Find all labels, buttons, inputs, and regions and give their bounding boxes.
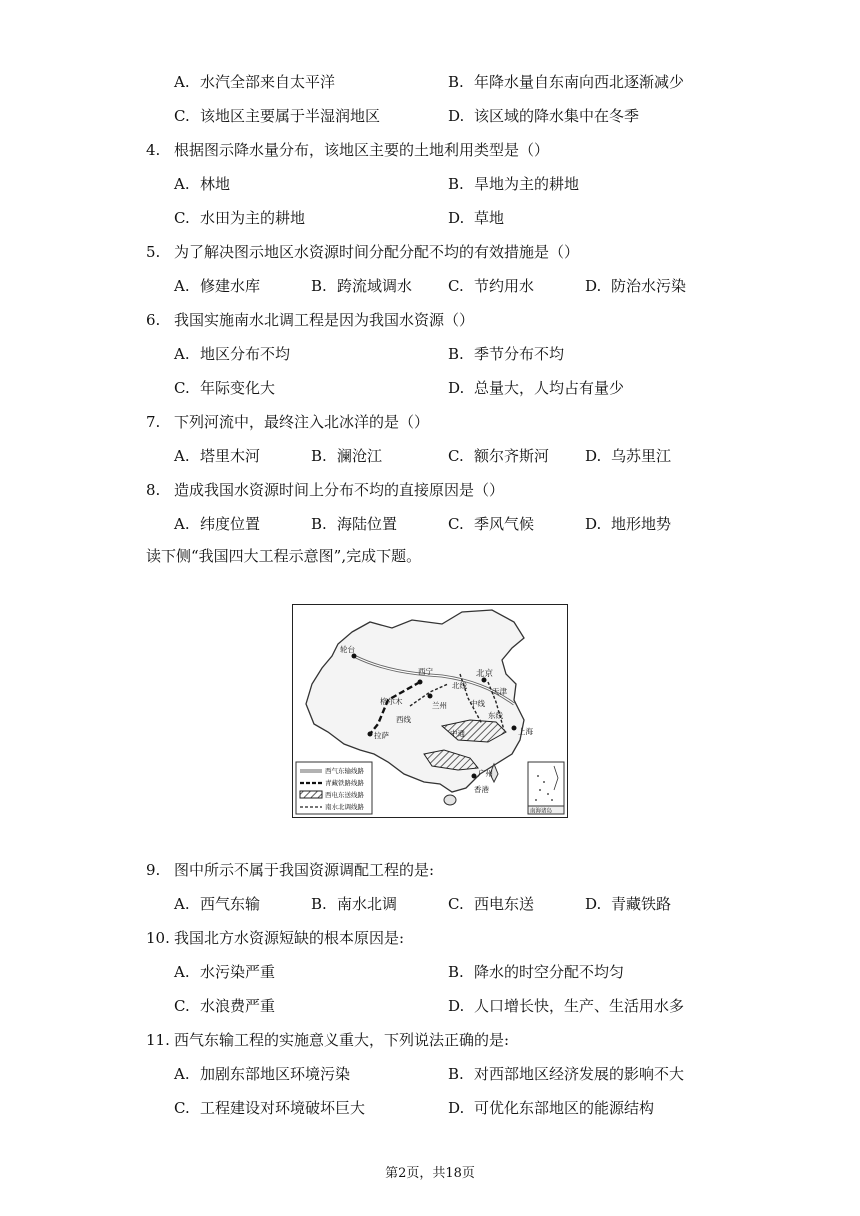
- label-dongxian: 东线: [488, 711, 503, 720]
- option-c: C. 该地区主要属于半湿润地区: [174, 107, 381, 125]
- option-a: A. 纬度位置: [174, 515, 261, 533]
- option-b: B. 年降水量自东南向西北逐渐减少: [448, 73, 685, 91]
- option-a: A. 加剧东部地区环境污染: [174, 1065, 351, 1083]
- lasa-marker: [368, 732, 373, 737]
- question-7: 7. 下列河流中，最终注入北冰洋的是（）: [146, 413, 430, 431]
- option-d: D. 人口增长快，生产、生活用水多: [448, 997, 685, 1015]
- lunta-marker: [352, 654, 357, 659]
- option-d: D. 该区域的降水集中在冬季: [448, 107, 640, 125]
- shanghai-marker: [512, 726, 517, 731]
- option-c: C. 季风气候: [448, 515, 535, 533]
- option-d: D. 青藏铁路: [585, 895, 672, 913]
- lanzhou-marker: [428, 694, 433, 699]
- map-intro-text: 读下侧“我国四大工程示意图”,完成下题。: [146, 547, 422, 565]
- page-footer: 第2页，共18页: [385, 1166, 475, 1181]
- option-d: D. 草地: [448, 209, 505, 227]
- legend-power: 西电东送线路: [325, 791, 364, 799]
- question-11: 11. 西气东输工程的实施意义重大，下列说法正确的是:: [146, 1031, 510, 1049]
- label-beixian: 北线: [452, 681, 467, 690]
- option-d: D. 总量大，人均占有量少: [448, 379, 625, 397]
- question-10: 10. 我国北方水资源短缺的根本原因是:: [146, 929, 405, 947]
- option-b: B. 降水的时空分配不均匀: [448, 963, 625, 981]
- legend-railway: 青藏铁路线路: [325, 779, 364, 787]
- question-8: 8. 造成我国水资源时间上分布不均的直接原因是（）: [146, 481, 505, 499]
- option-b: B. 跨流域调水: [311, 277, 413, 295]
- option-a: A. 西气东输: [174, 895, 261, 913]
- question-4: 4. 根据图示降水量分布，该地区主要的土地利用类型是（）: [146, 141, 550, 159]
- option-c: C. 水田为主的耕地: [174, 209, 306, 227]
- option-b: B. 南水北调: [311, 895, 398, 913]
- label-lanzhou: 兰州: [432, 701, 447, 710]
- option-a: A. 林地: [174, 175, 231, 193]
- option-b: B. 对西部地区经济发展的影响不大: [448, 1065, 685, 1083]
- option-b: B. 澜沧江: [311, 447, 383, 465]
- option-c: C. 西电东送: [448, 895, 535, 913]
- option-a: A. 塔里木河: [174, 447, 261, 465]
- label-xixian: 西线: [396, 715, 411, 724]
- label-tianjin: 天津: [492, 687, 507, 696]
- option-a: A. 修建水库: [174, 277, 261, 295]
- option-c: C. 额尔齐斯河: [448, 447, 550, 465]
- xining-marker: [418, 680, 423, 685]
- label-beijing: 北京: [476, 669, 494, 679]
- label-guangzhou: 广州: [478, 769, 493, 778]
- label-lunta: 轮台: [340, 645, 355, 654]
- question-9: 9. 图中所示不属于我国资源调配工程的是:: [146, 861, 435, 879]
- option-d: D. 防治水污染: [585, 277, 687, 295]
- guangzhou-marker: [472, 774, 477, 779]
- option-c: C. 节约用水: [448, 277, 535, 295]
- option-b: B. 旱地为主的耕地: [448, 175, 580, 193]
- option-c: C. 水浪费严重: [174, 997, 276, 1015]
- question-5: 5. 为了解决图示地区水资源时间分配分配不均的有效措施是（）: [146, 243, 580, 261]
- option-a: A. 水汽全部来自太平洋: [174, 73, 336, 91]
- option-a: A. 水污染严重: [174, 963, 276, 981]
- option-a: A. 地区分布不均: [174, 345, 291, 363]
- option-d: D. 乌苏里江: [585, 447, 672, 465]
- option-c: C. 年际变化大: [174, 379, 276, 397]
- legend-gas: 西气东输线路: [325, 767, 364, 775]
- label-lasa: 拉萨: [374, 731, 389, 740]
- option-b: B. 季节分布不均: [448, 345, 565, 363]
- option-d: D. 地形地势: [585, 515, 672, 533]
- label-xining: 西宁: [418, 667, 433, 676]
- option-b: B. 海陆位置: [311, 515, 398, 533]
- label-zhongdao: 中通: [450, 729, 465, 738]
- question-6: 6. 我国实施南水北调工程是因为我国水资源（）: [146, 311, 475, 329]
- label-geermu: 格尔木: [380, 697, 403, 706]
- label-xianggang: 香港: [474, 785, 489, 794]
- label-nanhai: 南海诸岛: [530, 808, 553, 815]
- label-shanghai: 上海: [518, 727, 533, 736]
- option-c: C. 工程建设对环境破坏巨大: [174, 1099, 366, 1117]
- label-zhongxian: 中线: [470, 699, 485, 708]
- hainan-island: [444, 795, 456, 805]
- four-projects-map: [292, 604, 568, 818]
- legend-water: 南水北调线路: [325, 803, 364, 811]
- option-d: D. 可优化东部地区的能源结构: [448, 1099, 655, 1117]
